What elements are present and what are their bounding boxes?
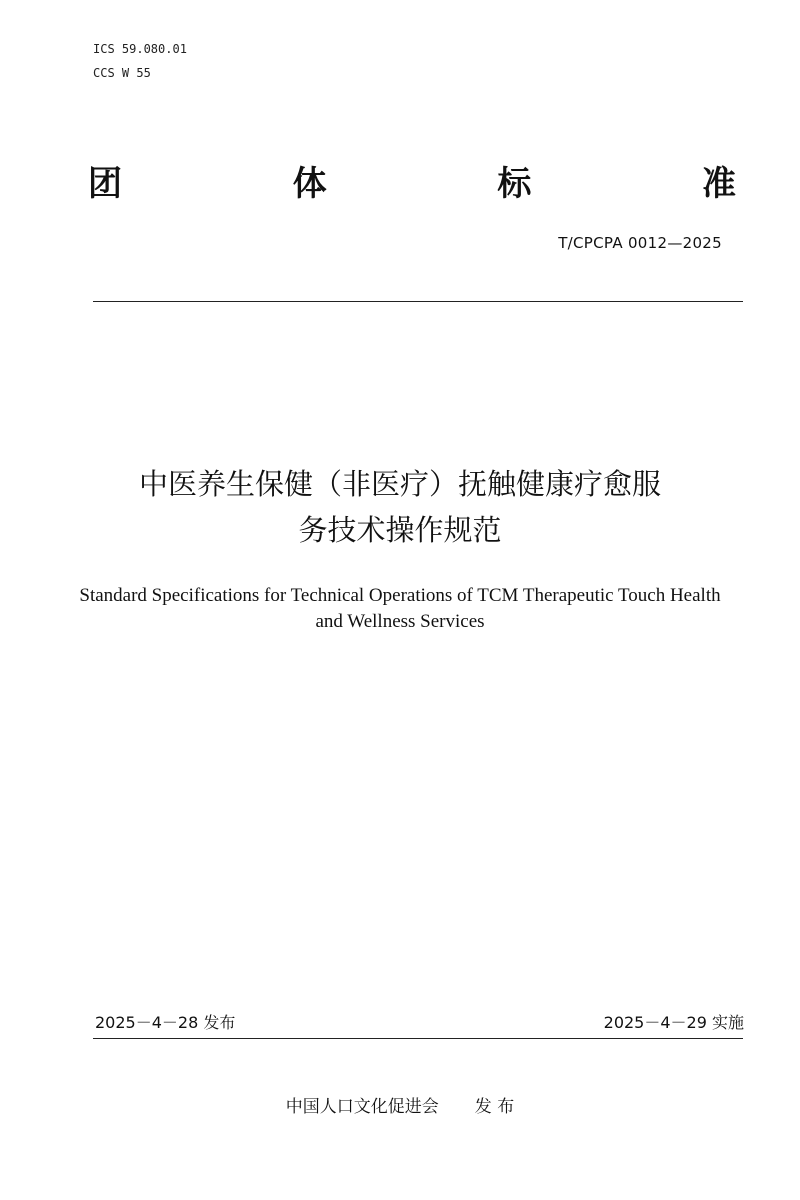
implementation-date: 2025－4－29 实施: [603, 1013, 744, 1032]
chinese-title: [60, 461, 740, 553]
ccs-code: CCS W 55: [93, 66, 151, 80]
english-title-line: Standard Specifications for Technical Operations of TCM Therapeutic Touch Health: [79, 585, 721, 606]
top-divider: [93, 301, 743, 302]
chinese-title-line: 中医养生保健（非医疗）抚触健康疗愈服: [138, 467, 661, 501]
publisher-action: 发 布: [474, 1097, 515, 1117]
publisher-line: [0, 1096, 800, 1118]
standard-type-heading: [88, 164, 736, 204]
bottom-divider: [93, 1038, 743, 1039]
issue-date: 2025－4－28 发布: [95, 1013, 236, 1032]
standard-type-char: 团: [88, 164, 122, 204]
publisher-name: 中国人口文化促进会: [285, 1097, 439, 1117]
ics-code: ICS 59.080.01: [93, 42, 187, 56]
standard-code: T/CPCPA 0012—2025: [558, 234, 722, 252]
english-title-line: and Wellness Services: [315, 611, 485, 632]
standard-type-char: 标: [497, 164, 532, 204]
standard-type-char: 准: [701, 164, 736, 204]
chinese-title-line: 务技术操作规范: [298, 513, 502, 547]
standard-type-char: 体: [292, 164, 327, 204]
english-title: [60, 583, 740, 635]
